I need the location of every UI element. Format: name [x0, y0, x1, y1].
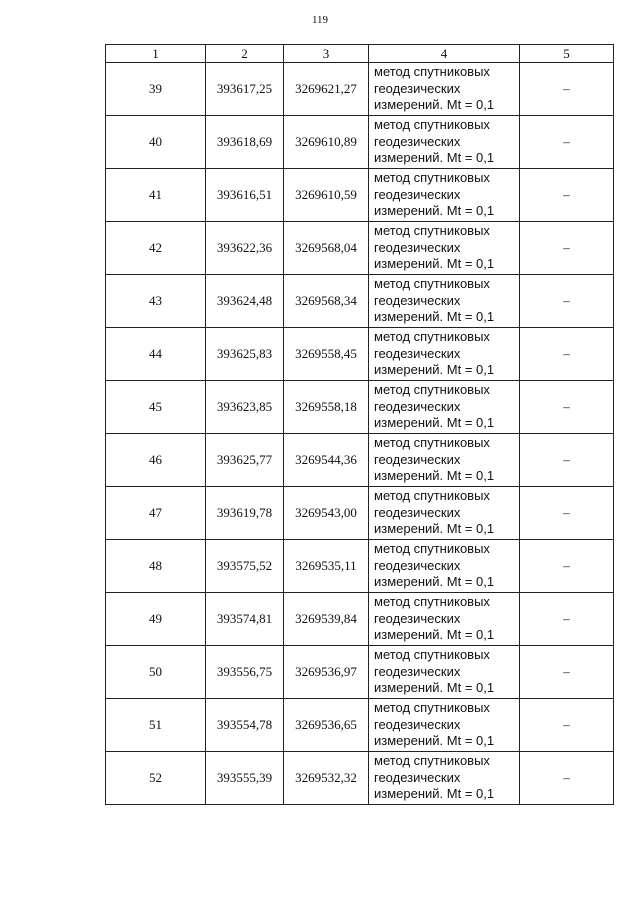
method-line-2: геодезических	[374, 292, 461, 308]
table-row	[106, 434, 614, 487]
method-line-1: метод спутниковых	[374, 64, 490, 80]
y-coordinate-cell: 3269544,36	[284, 434, 369, 487]
col5-cell: –	[520, 593, 614, 646]
table-row	[106, 169, 614, 222]
table-row	[106, 116, 614, 169]
table-body	[106, 63, 614, 805]
method-cell	[369, 699, 520, 752]
method-line-1: метод спутниковых	[374, 117, 490, 133]
col5-cell: –	[520, 752, 614, 805]
method-line-3: измерений. Mt = 0,1	[374, 309, 495, 325]
table-row	[106, 328, 614, 381]
method-line-2: геодезических	[374, 663, 461, 679]
method-line-2: геодезических	[374, 398, 461, 414]
method-line-1: метод спутниковых	[374, 700, 490, 716]
y-coordinate-cell: 3269610,89	[284, 116, 369, 169]
y-coordinate-cell: 3269568,34	[284, 275, 369, 328]
method-cell	[369, 169, 520, 222]
y-coordinate-cell: 3269610,59	[284, 169, 369, 222]
method-cell	[369, 487, 520, 540]
method-line-3: измерений. Mt = 0,1	[374, 468, 495, 484]
point-number-cell: 50	[106, 646, 206, 699]
method-line-2: геодезических	[374, 239, 461, 255]
x-coordinate-cell: 393575,52	[206, 540, 284, 593]
header-row	[106, 45, 614, 63]
method-line-1: метод спутниковых	[374, 488, 490, 504]
x-coordinate-cell: 393556,75	[206, 646, 284, 699]
method-cell	[369, 646, 520, 699]
x-coordinate-cell: 393616,51	[206, 169, 284, 222]
method-cell	[369, 752, 520, 805]
x-coordinate-cell: 393623,85	[206, 381, 284, 434]
col5-cell: –	[520, 699, 614, 752]
method-cell	[369, 222, 520, 275]
method-line-2: геодезических	[374, 186, 461, 202]
y-coordinate-cell: 3269532,32	[284, 752, 369, 805]
point-number-cell: 52	[106, 752, 206, 805]
point-number-cell: 44	[106, 328, 206, 381]
method-line-1: метод спутниковых	[374, 382, 490, 398]
table-header	[106, 45, 614, 63]
table-row	[106, 752, 614, 805]
col5-cell: –	[520, 169, 614, 222]
table-row	[106, 222, 614, 275]
x-coordinate-cell: 393624,48	[206, 275, 284, 328]
point-number-cell: 41	[106, 169, 206, 222]
table-row	[106, 275, 614, 328]
table-row	[106, 381, 614, 434]
method-line-3: измерений. Mt = 0,1	[374, 150, 495, 166]
point-number-cell: 39	[106, 63, 206, 116]
header-col-4: 4	[369, 45, 520, 63]
x-coordinate-cell: 393574,81	[206, 593, 284, 646]
method-cell	[369, 275, 520, 328]
x-coordinate-cell: 393622,36	[206, 222, 284, 275]
coordinates-table	[105, 44, 614, 805]
x-coordinate-cell: 393554,78	[206, 699, 284, 752]
col5-cell: –	[520, 540, 614, 593]
method-line-3: измерений. Mt = 0,1	[374, 203, 495, 219]
method-cell	[369, 328, 520, 381]
col5-cell: –	[520, 116, 614, 169]
method-line-3: измерений. Mt = 0,1	[374, 521, 495, 537]
point-number-cell: 51	[106, 699, 206, 752]
header-col-5: 5	[520, 45, 614, 63]
table-row	[106, 540, 614, 593]
x-coordinate-cell: 393617,25	[206, 63, 284, 116]
col5-cell: –	[520, 381, 614, 434]
table-row	[106, 487, 614, 540]
y-coordinate-cell: 3269543,00	[284, 487, 369, 540]
point-number-cell: 45	[106, 381, 206, 434]
col5-cell: –	[520, 222, 614, 275]
method-line-3: измерений. Mt = 0,1	[374, 256, 495, 272]
x-coordinate-cell: 393625,77	[206, 434, 284, 487]
table-row	[106, 63, 614, 116]
point-number-cell: 47	[106, 487, 206, 540]
method-cell	[369, 63, 520, 116]
x-coordinate-cell: 393625,83	[206, 328, 284, 381]
method-line-1: метод спутниковых	[374, 753, 490, 769]
y-coordinate-cell: 3269621,27	[284, 63, 369, 116]
method-line-2: геодезических	[374, 610, 461, 626]
point-number-cell: 49	[106, 593, 206, 646]
point-number-cell: 46	[106, 434, 206, 487]
x-coordinate-cell: 393555,39	[206, 752, 284, 805]
col5-cell: –	[520, 434, 614, 487]
y-coordinate-cell: 3269558,18	[284, 381, 369, 434]
method-line-2: геодезических	[374, 557, 461, 573]
y-coordinate-cell: 3269568,04	[284, 222, 369, 275]
y-coordinate-cell: 3269539,84	[284, 593, 369, 646]
y-coordinate-cell: 3269536,97	[284, 646, 369, 699]
method-line-2: геодезических	[374, 769, 461, 785]
method-line-3: измерений. Mt = 0,1	[374, 362, 495, 378]
method-line-2: геодезических	[374, 80, 461, 96]
method-line-2: геодезических	[374, 716, 461, 732]
col5-cell: –	[520, 487, 614, 540]
col5-cell: –	[520, 328, 614, 381]
method-line-3: измерений. Mt = 0,1	[374, 786, 495, 802]
method-cell	[369, 381, 520, 434]
method-line-3: измерений. Mt = 0,1	[374, 680, 495, 696]
point-number-cell: 42	[106, 222, 206, 275]
y-coordinate-cell: 3269535,11	[284, 540, 369, 593]
method-line-3: измерений. Mt = 0,1	[374, 97, 495, 113]
method-line-1: метод спутниковых	[374, 170, 490, 186]
method-line-3: измерений. Mt = 0,1	[374, 733, 495, 749]
method-line-2: геодезических	[374, 133, 461, 149]
point-number-cell: 43	[106, 275, 206, 328]
point-number-cell: 40	[106, 116, 206, 169]
method-cell	[369, 593, 520, 646]
method-line-2: геодезических	[374, 345, 461, 361]
col5-cell: –	[520, 646, 614, 699]
y-coordinate-cell: 3269536,65	[284, 699, 369, 752]
page-number: 119	[311, 14, 329, 26]
header-col-2: 2	[206, 45, 284, 63]
method-line-1: метод спутниковых	[374, 329, 490, 345]
method-cell	[369, 434, 520, 487]
method-line-3: измерений. Mt = 0,1	[374, 574, 495, 590]
method-line-2: геодезических	[374, 451, 461, 467]
method-line-1: метод спутниковых	[374, 594, 490, 610]
header-col-3: 3	[284, 45, 369, 63]
method-line-1: метод спутниковых	[374, 647, 490, 663]
method-line-3: измерений. Mt = 0,1	[374, 627, 495, 643]
y-coordinate-cell: 3269558,45	[284, 328, 369, 381]
method-line-1: метод спутниковых	[374, 223, 490, 239]
method-line-3: измерений. Mt = 0,1	[374, 415, 495, 431]
x-coordinate-cell: 393618,69	[206, 116, 284, 169]
x-coordinate-cell: 393619,78	[206, 487, 284, 540]
table-row	[106, 593, 614, 646]
method-line-2: геодезических	[374, 504, 461, 520]
method-line-1: метод спутниковых	[374, 435, 490, 451]
table-row	[106, 646, 614, 699]
col5-cell: –	[520, 63, 614, 116]
col5-cell: –	[520, 275, 614, 328]
table-row	[106, 699, 614, 752]
header-col-1: 1	[106, 45, 206, 63]
method-line-1: метод спутниковых	[374, 541, 490, 557]
point-number-cell: 48	[106, 540, 206, 593]
method-line-1: метод спутниковых	[374, 276, 490, 292]
method-cell	[369, 116, 520, 169]
method-cell	[369, 540, 520, 593]
